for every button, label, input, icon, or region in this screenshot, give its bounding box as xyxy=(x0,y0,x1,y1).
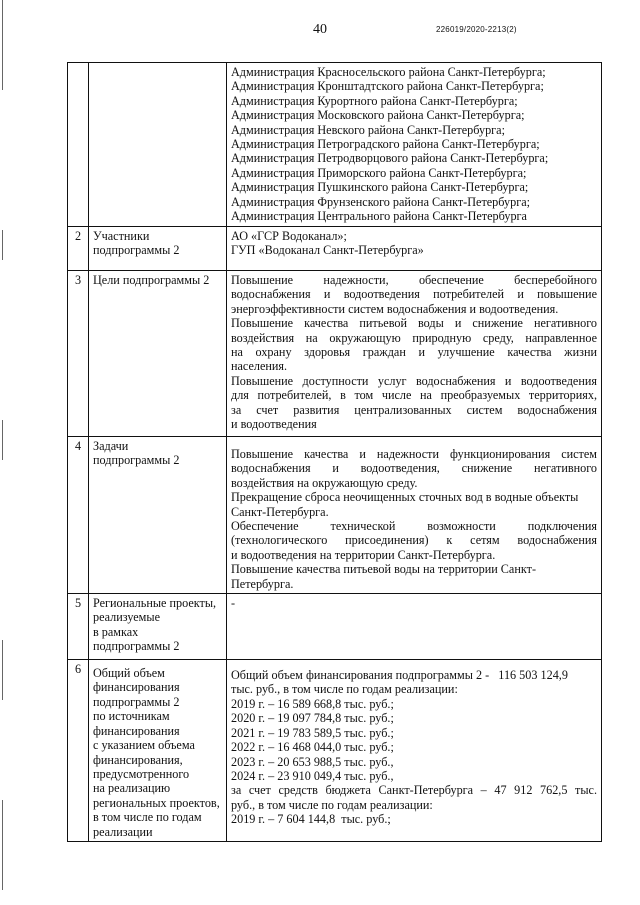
row-name-line: Общий объем xyxy=(93,666,165,681)
table-row xyxy=(68,271,602,437)
row-name-line: по источникам xyxy=(93,709,170,724)
document-code: 226019/2020-2213(2) xyxy=(436,25,517,34)
table-row xyxy=(68,63,602,227)
row-name-cell xyxy=(89,437,227,594)
text-line: 2019 г. – 7 604 144,8 тыс. руб.; xyxy=(231,812,391,827)
row-name-cell xyxy=(89,227,227,271)
text-line: Администрация Пушкинского района Санкт-Петербурга; xyxy=(231,180,529,195)
row-value-cell xyxy=(227,271,602,437)
row-name-cell xyxy=(89,594,227,660)
row-name-cell xyxy=(89,271,227,437)
table-row xyxy=(68,437,602,594)
row-name-line: с указанием объема xyxy=(93,738,195,753)
subprogram-passport-table xyxy=(67,62,602,842)
table-row xyxy=(68,227,602,271)
row-value-cell xyxy=(227,63,602,227)
row-name-line: финансирования xyxy=(93,723,180,738)
binding-margin-mark xyxy=(2,0,3,90)
text-line: водоснабжения и водоотведения, снижение негативного xyxy=(231,461,597,476)
text-line: для потребителей, в том числе на преобразуемых территориях, xyxy=(231,388,597,403)
row-name-line: Региональные проекты, xyxy=(93,596,217,611)
text-line: руб., в том числе по годам реализации: xyxy=(231,797,433,812)
row-number-cell: 2 xyxy=(68,227,89,271)
text-line: Администрация Петроградского района Санкт-Петербурга; xyxy=(231,137,540,152)
text-line: - xyxy=(231,596,236,611)
row-name-line: подпрограммы 2 xyxy=(93,639,180,654)
text-line: воздействия на окружающую среду. xyxy=(231,475,418,490)
text-line: 2022 г. – 16 468 044,0 тыс. руб.; xyxy=(231,740,394,755)
table-row xyxy=(68,594,602,660)
binding-margin-mark xyxy=(2,800,3,890)
row-name-line: Цели подпрограммы 2 xyxy=(93,273,210,287)
row-number-cell: 5 xyxy=(68,594,89,660)
row-name-line: финансирования, xyxy=(93,752,183,767)
text-line: населения. xyxy=(231,359,288,374)
row-value-cell xyxy=(227,437,602,594)
table-row xyxy=(68,660,602,842)
row-name-line: Задачи xyxy=(93,439,129,453)
row-number-cell xyxy=(68,63,89,227)
row-name-line: подпрограммы 2 xyxy=(93,453,180,468)
row-number-cell: 4 xyxy=(68,437,89,594)
text-line: Администрация Кронштадтского района Санкт-Петербурга; xyxy=(231,79,544,94)
row-name-line: на реализацию xyxy=(93,781,171,796)
text-line: Администрация Невского района Санкт-Петербурга; xyxy=(231,122,505,137)
text-line: 2023 г. – 20 653 988,5 тыс. руб., xyxy=(231,754,394,769)
text-line: 2019 г. – 16 589 668,8 тыс. руб.; xyxy=(231,696,394,711)
text-line: Администрация Центрального района Санкт-Петербурга xyxy=(231,209,527,224)
text-line: Повышение качества питьевой воды и снижение негативного xyxy=(231,316,597,331)
row-number-cell: 3 xyxy=(68,271,89,437)
row-name-line: реализации xyxy=(93,824,153,839)
text-line: Общий объем финансирования подпрограммы 2 - 116 503 124,9 xyxy=(231,668,568,683)
text-line: и водоотведения xyxy=(231,417,317,432)
text-line: 2021 г. – 19 783 589,5 тыс. руб.; xyxy=(231,725,394,740)
text-line: водоснабжения и водоотведения потребителей и повышение xyxy=(231,287,597,302)
row-name-line: в том числе по годам xyxy=(93,810,202,825)
text-line: тыс. руб., в том числе по годам реализации: xyxy=(231,682,458,697)
text-line: Администрация Петродворцового района Санкт-Петербурга; xyxy=(231,151,549,166)
text-line: и водоотведения на территории Санкт-Петербурга. xyxy=(231,547,496,562)
text-line: Санкт-Петербурга. xyxy=(231,504,329,519)
text-line: Обеспечение технической возможности подключения xyxy=(231,519,597,534)
row-number-cell: 6 xyxy=(68,660,89,842)
text-line: ГУП «Водоканал Санкт-Петербурга» xyxy=(231,243,424,258)
row-name-line: подпрограммы 2 xyxy=(93,694,180,709)
text-line: 2024 г. – 23 910 049,4 тыс. руб., xyxy=(231,768,394,783)
text-line: 2020 г. – 19 097 784,8 тыс. руб.; xyxy=(231,711,394,726)
text-line: (технологического присоединения) к сетям водоснабжения xyxy=(231,533,597,548)
row-name-line: реализуемые xyxy=(93,610,160,625)
page-number: 40 xyxy=(313,22,327,37)
row-name-cell xyxy=(89,63,227,227)
text-line: Прекращение сброса неочищенных сточных вод в водные объекты xyxy=(231,490,579,505)
binding-margin-mark xyxy=(2,230,3,260)
row-name-line: подпрограммы 2 xyxy=(93,243,180,258)
text-line: Повышение качества питьевой воды на территории Санкт-Петербурга. xyxy=(231,562,537,591)
row-name-line: финансирования xyxy=(93,680,180,695)
text-line: Администрация Красносельского района Санкт-Петербурга; xyxy=(231,65,546,79)
text-line: Повышение надежности, обеспечение бесперебойного xyxy=(231,273,597,287)
text-line: Повышение качества и надежности функционирования систем xyxy=(231,447,597,461)
text-line: воздействия на окружающую природную среду, направленное xyxy=(231,330,597,345)
text-line: за счет средств бюджета Санкт-Петербурга – 47 912 762,5 тыс. xyxy=(231,783,597,798)
row-value-cell xyxy=(227,660,602,842)
row-name-line: предусмотренного xyxy=(93,766,190,781)
binding-margin-mark xyxy=(2,420,3,460)
text-line: энергоэффективности систем водоснабжения и водоотведения. xyxy=(231,301,559,316)
text-line: Администрация Московского района Санкт-Петербурга; xyxy=(231,108,525,123)
row-name-line: региональных проектов, xyxy=(93,795,220,810)
row-value-cell xyxy=(227,227,602,271)
row-value-cell xyxy=(227,594,602,660)
row-name-line: в рамках xyxy=(93,624,139,639)
text-line: на охрану здоровья граждан и улучшение качества жизни xyxy=(231,345,597,360)
row-name-cell xyxy=(89,660,227,842)
text-line: Администрация Курортного района Санкт-Петербурга; xyxy=(231,93,518,108)
text-line: Администрация Приморского района Санкт-Петербурга; xyxy=(231,165,527,180)
row-name-line: Участники xyxy=(93,229,150,243)
text-line: АО «ГСР Водоканал»; xyxy=(231,229,347,243)
text-line: Администрация Фрунзенского района Санкт-Петербурга; xyxy=(231,194,530,209)
binding-margin-mark xyxy=(2,640,3,700)
text-line: Повышение доступности услуг водоснабжения и водоотведения xyxy=(231,373,597,388)
text-line: за счет развития централизованных систем водоснабжения xyxy=(231,402,597,417)
